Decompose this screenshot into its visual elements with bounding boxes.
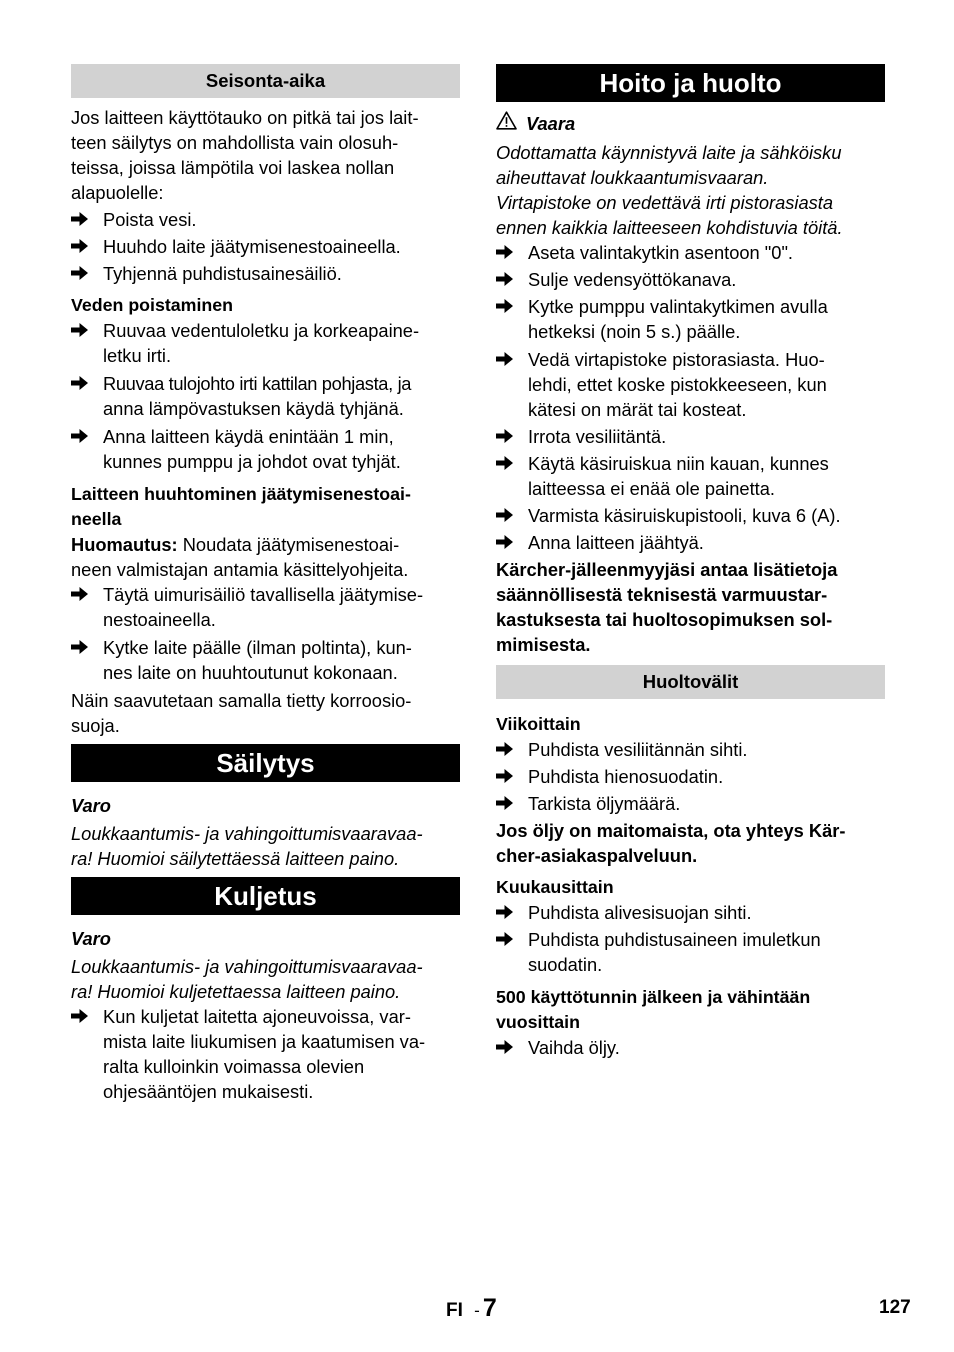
list-item-text: anna lämpövastuksen käydä tyhjänä. xyxy=(103,398,404,419)
arrow-right-icon xyxy=(496,294,528,344)
list-item-text: kätesi on märät tai kosteat. xyxy=(528,399,747,420)
list-item xyxy=(496,900,885,925)
bold-note-3: kastuksesta tai huoltosopimuksen sol- xyxy=(496,609,833,630)
list-item-text: Sulje vedensyöttökanava. xyxy=(528,269,737,290)
left-column xyxy=(71,64,460,1104)
warning-text-1: Loukkaantumis- ja vahingoittumisvaaravaa- xyxy=(71,956,423,977)
list-item xyxy=(71,1004,460,1104)
footer-language: FI xyxy=(446,1300,463,1321)
list-item-text: letku irti. xyxy=(103,345,172,366)
bold-note-1: Kärcher-jälleenmyyjäsi antaa lisätietoja xyxy=(496,559,838,580)
list-item-text: Ruuvaa tulojohto irti kattilan pohjasta, ja xyxy=(103,373,412,394)
warning-label: Vaara xyxy=(526,113,576,134)
warning-row xyxy=(496,111,885,136)
list-item xyxy=(71,424,460,474)
list-item xyxy=(496,927,885,977)
list-item-text: lehdi, ettet koske pistokkeeseen, kun xyxy=(528,374,827,395)
seisonta-intro-4: alapuolelle: xyxy=(71,182,164,203)
list-item-text: Käytä käsiruiskua niin kauan, kunnes xyxy=(528,453,829,474)
list-item-text: ralta kulloinkin voimassa olevien xyxy=(103,1056,365,1077)
arrow-right-icon xyxy=(496,1035,528,1060)
list-item-text: Vaihda öljy. xyxy=(528,1037,620,1058)
arrow-right-icon xyxy=(71,582,103,632)
list-item-text: laitteessa ei enää ole painetta. xyxy=(528,478,775,499)
subheading-huuhtominen-2: neella xyxy=(71,509,122,529)
arrow-right-icon xyxy=(496,737,528,762)
note-text: Noudata jäätymisenestoai- xyxy=(177,534,400,555)
seisonta-intro-2: teen säilytys on mahdollista vain olosuh- xyxy=(71,132,399,153)
arrow-right-icon xyxy=(496,267,528,292)
note-line-1 xyxy=(71,532,460,557)
list-item-text: ohjesääntöjen mukaisesti. xyxy=(103,1081,314,1102)
list-item-text: Puhdista alivesisuojan sihti. xyxy=(528,902,752,923)
list-item xyxy=(71,582,460,632)
footer-language-page xyxy=(446,1294,497,1325)
arrow-right-icon xyxy=(71,261,103,286)
subheading-huuhtominen-1: Laitteen huuhtominen jäätymisenestoai- xyxy=(71,484,411,504)
list-item-text: hetkeksi (noin 5 s.) päälle. xyxy=(528,321,741,342)
section-heading-hoito-ja-huolto: Hoito ja huolto xyxy=(496,64,885,102)
list-item xyxy=(71,635,460,685)
arrow-right-icon xyxy=(496,424,528,449)
subheading-viikoittain: Viikoittain xyxy=(496,714,581,734)
arrow-right-icon xyxy=(71,318,103,368)
list-item-text: suodatin. xyxy=(528,954,603,975)
list-item-text: nestoaineella. xyxy=(103,609,216,630)
list-item-text: Vedä virtapistoke pistorasiasta. Huo- xyxy=(528,349,825,370)
warning-triangle-icon xyxy=(496,111,526,136)
warning-text-3: Virtapistoke on vedettävä irti pistorasiasta xyxy=(496,192,834,213)
section-heading-seisonta-aika: Seisonta-aika xyxy=(71,64,460,98)
huuhtominen-outro-1: Näin saavutetaan samalla tietty korroosio- xyxy=(71,690,412,711)
warning-text-4: ennen kaikkia laitteeseen kohdistuvia töitä. xyxy=(496,217,843,238)
list-item xyxy=(496,764,885,789)
arrow-right-icon xyxy=(71,371,103,421)
list-item-text: Kytke laite päälle (ilman poltinta), kun- xyxy=(103,637,412,658)
list-item xyxy=(496,530,885,555)
warning-label: Varo xyxy=(71,795,111,816)
subheading-kuukausittain: Kuukausittain xyxy=(496,877,614,897)
list-item-text: Tyhjennä puhdistusainesäiliö. xyxy=(103,263,342,284)
list-item xyxy=(496,737,885,762)
list-item xyxy=(496,503,885,528)
seisonta-intro-3: teissa, joissa lämpötila voi laskea nollan xyxy=(71,157,395,178)
list-item xyxy=(71,261,460,286)
arrow-right-icon xyxy=(71,424,103,474)
list-item-text: Puhdista vesiliitännän sihti. xyxy=(528,739,748,760)
warning-text-1: Odottamatta käynnistyvä laite ja sähköisku xyxy=(496,142,842,163)
weekly-note-1: Jos öljy on maitomaista, ota yhteys Kär- xyxy=(496,820,846,841)
subheading-500-hours-2: vuosittain xyxy=(496,1012,580,1032)
list-item-text: Täytä uimurisäiliö tavallisella jäätymise- xyxy=(103,584,424,605)
list-item-text: Varmista käsiruiskupistooli, kuva 6 (A). xyxy=(528,505,841,526)
arrow-right-icon xyxy=(496,451,528,501)
arrow-right-icon xyxy=(496,240,528,265)
arrow-right-icon xyxy=(496,764,528,789)
section-heading-sailytys: Säilytys xyxy=(71,744,460,782)
list-item-text: Irrota vesiliitäntä. xyxy=(528,426,667,447)
list-item xyxy=(496,451,885,501)
note-label: Huomautus: xyxy=(71,534,178,555)
list-item xyxy=(71,207,460,232)
arrow-right-icon xyxy=(71,1004,103,1104)
list-item xyxy=(71,318,460,368)
subheading-veden-poistaminen: Veden poistaminen xyxy=(71,295,234,315)
footer-page-number: 127 xyxy=(879,1297,911,1318)
list-item-text: Aseta valintakytkin asentoon "0". xyxy=(528,242,794,263)
list-item xyxy=(71,234,460,259)
list-item xyxy=(71,371,460,421)
right-column xyxy=(496,64,885,1060)
list-item-text: Puhdista hienosuodatin. xyxy=(528,766,724,787)
list-item-text: Kun kuljetat laitetta ajoneuvoissa, var- xyxy=(103,1006,411,1027)
list-item-text: mista laite liukumisen ja kaatumisen va- xyxy=(103,1031,426,1052)
list-item xyxy=(496,347,885,422)
list-item-text: Poista vesi. xyxy=(103,209,197,230)
arrow-right-icon xyxy=(496,927,528,977)
list-item-text: Puhdista puhdistusaineen imuletkun xyxy=(528,929,821,950)
list-item-text: Huuhdo laite jäätymisenestoaineella. xyxy=(103,236,401,257)
list-item-text: Ruuvaa vedentuloletku ja korkeapaine- xyxy=(103,320,420,341)
list-item xyxy=(496,791,885,816)
note-line-2: neen valmistajan antamia käsittelyohjeita. xyxy=(71,559,409,580)
arrow-right-icon xyxy=(71,635,103,685)
footer-section-page: 7 xyxy=(482,1294,497,1322)
arrow-right-icon xyxy=(496,791,528,816)
arrow-right-icon xyxy=(496,347,528,422)
list-item xyxy=(496,267,885,292)
list-item-text: kunnes pumppu ja johdot ovat tyhjät. xyxy=(103,451,401,472)
warning-text-1: Loukkaantumis- ja vahingoittumisvaaravaa- xyxy=(71,823,423,844)
list-item-text: Tarkista öljymäärä. xyxy=(528,793,681,814)
list-item xyxy=(496,240,885,265)
seisonta-intro-1: Jos laitteen käyttötauko on pitkä tai jos lait- xyxy=(71,107,419,128)
list-item-text: Anna laitteen jäähtyä. xyxy=(528,532,704,553)
warning-text-2: ra! Huomioi säilytettäessä laitteen paino. xyxy=(71,848,400,869)
subheading-500-hours-1: 500 käyttötunnin jälkeen ja vähintään xyxy=(496,987,811,1007)
warning-label: Varo xyxy=(71,928,111,949)
bold-note-4: mimisesta. xyxy=(496,634,591,655)
bold-note-2: säännöllisestä teknisestä varmuustar- xyxy=(496,584,828,605)
list-item-text: Kytke pumppu valintakytkimen avulla xyxy=(528,296,828,317)
huuhtominen-outro-2: suoja. xyxy=(71,715,120,736)
footer-dash: - xyxy=(474,1301,480,1320)
warning-text-2: aiheuttavat loukkaantumisvaaran. xyxy=(496,167,769,188)
arrow-right-icon xyxy=(496,503,528,528)
arrow-right-icon xyxy=(496,530,528,555)
warning-text-2: ra! Huomioi kuljetettaessa laitteen paino. xyxy=(71,981,401,1002)
weekly-note-2: cher-asiakaspalveluun. xyxy=(496,845,698,866)
arrow-right-icon xyxy=(71,207,103,232)
list-item xyxy=(496,424,885,449)
section-heading-kuljetus: Kuljetus xyxy=(71,877,460,915)
list-item xyxy=(496,1035,885,1060)
arrow-right-icon xyxy=(496,900,528,925)
section-heading-huoltovalit: Huoltovälit xyxy=(496,665,885,699)
list-item xyxy=(496,294,885,344)
list-item-text: Anna laitteen käydä enintään 1 min, xyxy=(103,426,394,447)
list-item-text: nes laite on huuhtoutunut kokonaan. xyxy=(103,662,398,683)
arrow-right-icon xyxy=(71,234,103,259)
